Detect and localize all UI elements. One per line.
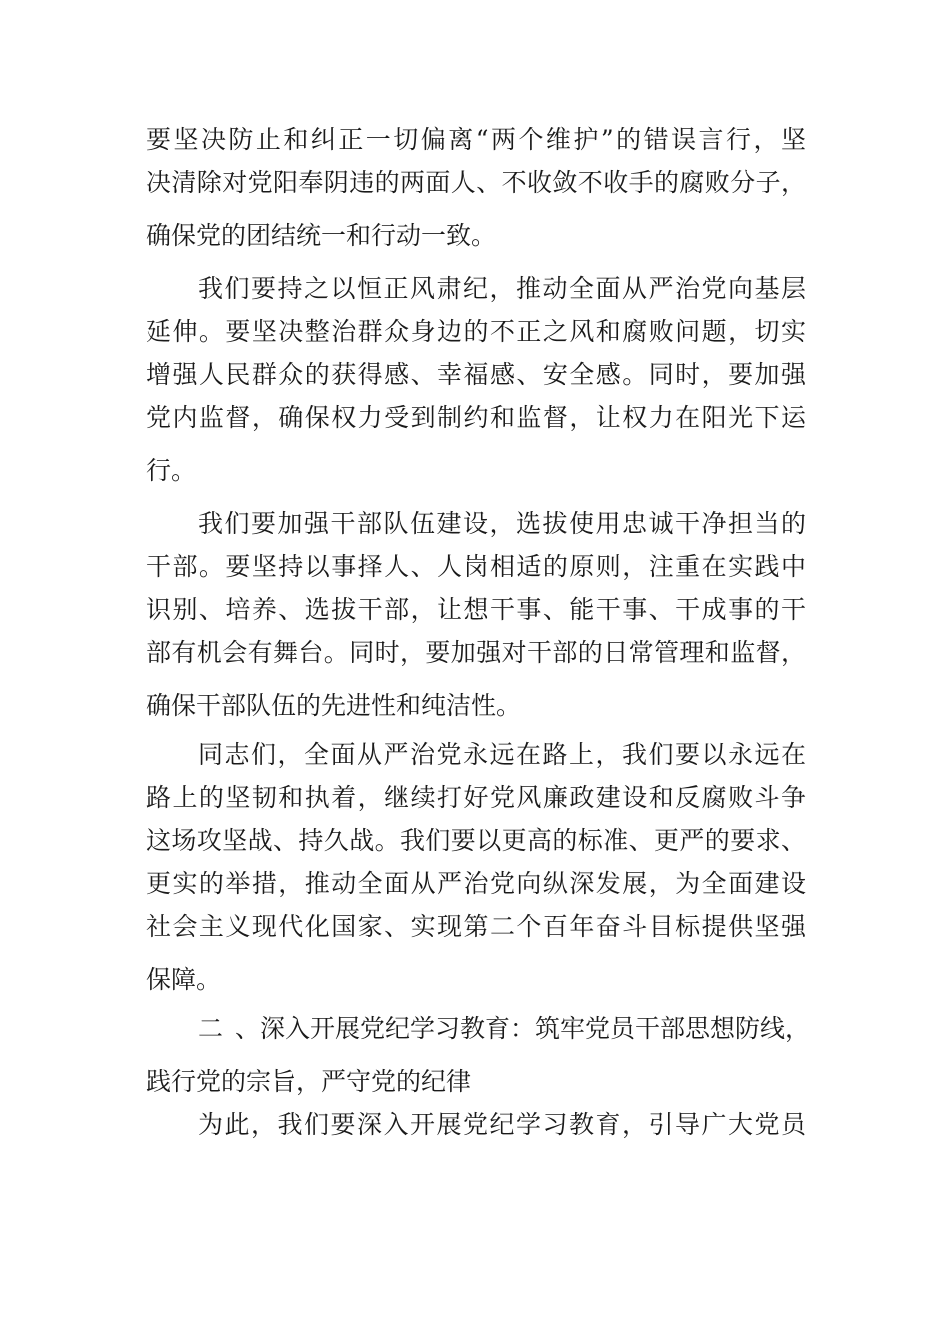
text-line: 识别、培养、选拔干部，让想干事、能干事、干成事的干 — [146, 595, 806, 624]
section-heading — [146, 1007, 811, 1103]
text-line: 确保干部队伍的先进性和纯洁性。 — [146, 691, 522, 720]
text-line: 干部。要坚持以事择人、人岗相适的原则，注重在实践中 — [146, 552, 806, 581]
text-line: 社会主义现代化国家、实现第二个百年奋斗目标提供坚强 — [146, 912, 806, 941]
paragraph-1 — [146, 118, 806, 257]
text-line: 保障。 — [146, 965, 222, 994]
text-line: 决清除对党阳奉阴违的两面人、不收敛不收手的腐败分子， — [146, 168, 806, 197]
paragraph-5 — [146, 1103, 806, 1146]
heading-line — [146, 1007, 811, 1050]
heading-text: 深入开展党纪学习教育：筑牢党员干部思想防线， — [260, 1014, 811, 1043]
heading-line: 践行党的宗旨，严守党的纪律 — [146, 1067, 472, 1096]
paragraph-2 — [146, 267, 806, 492]
heading-number: 二、 — [198, 1014, 260, 1043]
text-line: 增强人民群众的获得感、幸福感、安全感。同时，要加强 — [146, 360, 806, 389]
text-line: 党内监督，确保权力受到制约和监督，让权力在阳光下运 — [146, 403, 806, 432]
text-line: 我们要持之以恒正风肃纪，推动全面从严治党向基层 — [198, 274, 806, 303]
text-line: 确保党的团结统一和行动一致。 — [146, 221, 497, 250]
text-line: 路上的坚韧和执着，继续打好党风廉政建设和反腐败斗争 — [146, 783, 806, 812]
paragraph-4 — [146, 733, 806, 1001]
text-line: 延伸。要坚决整治群众身边的不正之风和腐败问题，切实 — [146, 317, 806, 346]
document-body — [146, 118, 811, 1146]
text-line: 要坚决防止和纠正一切偏离“两个维护”的错误言行，坚 — [146, 125, 806, 154]
text-line: 我们要加强干部队伍建设，选拔使用忠诚干净担当的 — [198, 509, 806, 538]
text-line: 更实的举措，推动全面从严治党向纵深发展，为全面建设 — [146, 869, 806, 898]
text-line: 这场攻坚战、持久战。我们要以更高的标准、更严的要求、 — [146, 826, 806, 855]
paragraph-3 — [146, 502, 806, 727]
text-line: 同志们，全面从严治党永远在路上，我们要以永远在 — [198, 740, 806, 769]
text-line: 为此，我们要深入开展党纪学习教育，引导广大党员 — [198, 1110, 806, 1139]
text-line: 部有机会有舞台。同时，要加强对干部的日常管理和监督， — [146, 638, 806, 667]
text-line: 行。 — [146, 456, 197, 485]
